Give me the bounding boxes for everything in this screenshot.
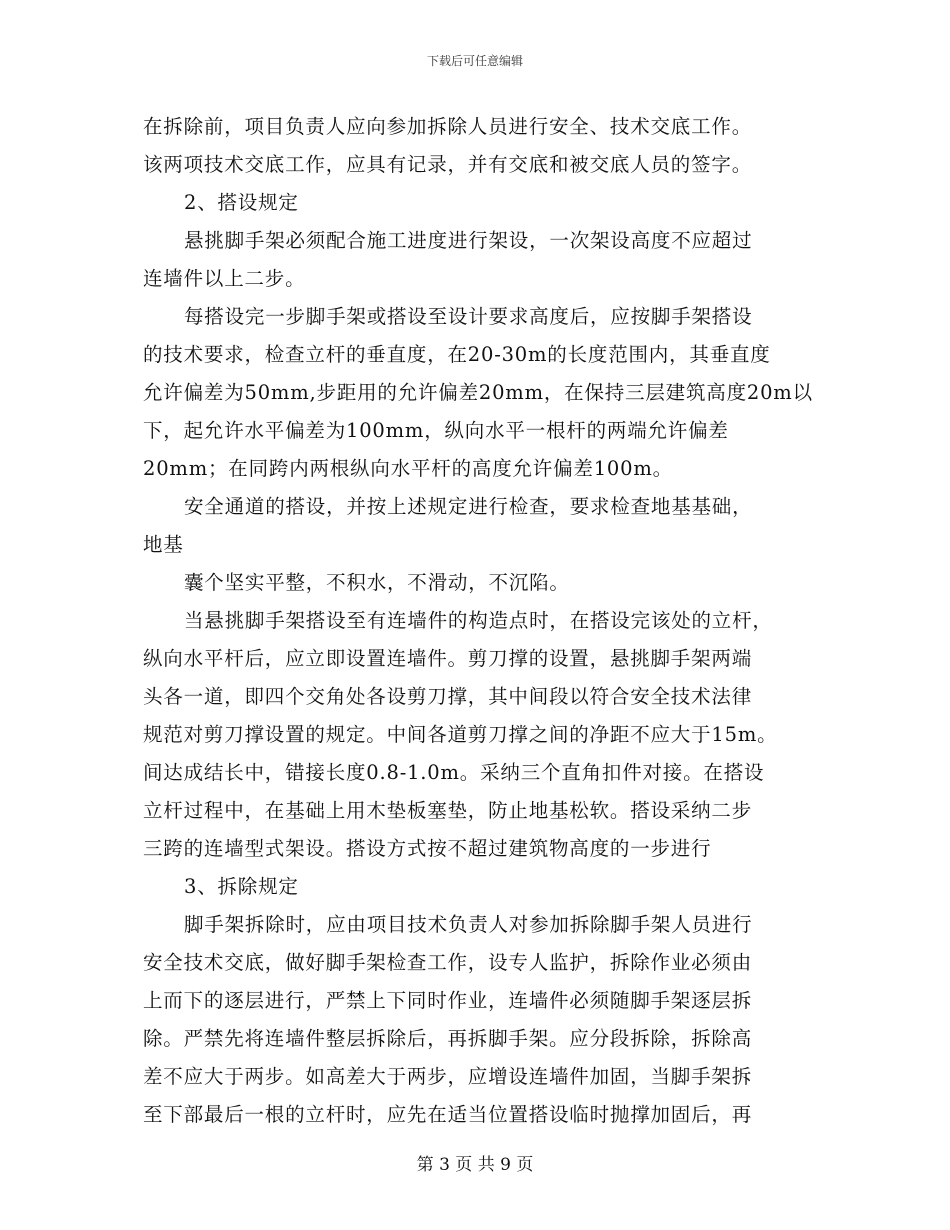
- text-line: 在拆除前，项目负责人应向参加拆除人员进行安全、技术交底工作。: [143, 115, 753, 138]
- text-line: 除。严禁先将连墙件整层拆除后，再拆脚手架。应分段拆除，拆除高: [143, 1027, 753, 1050]
- text-line: 每搭设完一步脚手架或搭设至设计要求高度后，应按脚手架搭设: [184, 305, 753, 328]
- text-line: 允许偏差为50mm,步距用的允许偏差20mm，在保持三层建筑高度20m以: [143, 381, 813, 404]
- document-body: [143, 108, 823, 1134]
- page-number-footer: 第 3 页 共 9 页: [416, 1155, 534, 1175]
- text-line: 立杆过程中，在基础上用木垫板塞垫，防止地基松软。搭设采纳二步: [143, 799, 753, 822]
- text-line: 连墙件以上二步。: [143, 267, 306, 290]
- text-line: 地基: [143, 533, 184, 556]
- text-line: 纵向水平杆后，应立即设置连墙件。剪刀撑的设置，悬挑脚手架两端: [143, 647, 753, 670]
- text-line: 规范对剪刀撑设置的规定。中间各道剪刀撑之间的净距不应大于15m。: [143, 723, 778, 746]
- text-line: 间达成结长中，错接长度0.8-1.0m。采纳三个直角扣件对接。在搭设: [143, 761, 765, 784]
- section-heading: 2、搭设规定: [184, 191, 299, 214]
- text-line: 差不应大于两步。如高差大于两步，应增设连墙件加固，当脚手架拆: [143, 1065, 753, 1088]
- text-line: 脚手架拆除时，应由项目技术负责人对参加拆除脚手架人员进行: [184, 913, 753, 936]
- text-line: 安全技术交底，做好脚手架检查工作，设专人监护，拆除作业必须由: [143, 951, 753, 974]
- text-line: 的技术要求，检查立杆的垂直度，在20-30m的长度范围内，其垂直度: [143, 343, 771, 366]
- text-line: 当悬挑脚手架搭设至有连墙件的构造点时，在搭设完该处的立杆，: [184, 609, 773, 632]
- text-line: 头各一道，即四个交角处各设剪刀撑，其中间段以符合安全技术法律: [143, 685, 753, 708]
- section-heading: 3、拆除规定: [184, 875, 299, 898]
- text-line: 20mm；在同跨内两根纵向水平杆的高度允许偏差100m。: [143, 457, 673, 480]
- page-header: 下载后可任意编辑: [426, 54, 523, 68]
- text-line: 悬挑脚手架必须配合施工进度进行架设，一次架设高度不应超过: [184, 229, 753, 252]
- text-line: 安全通道的搭设，并按上述规定进行检查，要求检查地基基础，: [184, 495, 753, 518]
- text-line: 该两项技术交底工作，应具有记录，并有交底和被交底人员的签字。: [143, 153, 753, 176]
- text-line: 上而下的逐层进行，严禁上下同时作业，连墙件必须随脚手架逐层拆: [143, 989, 753, 1012]
- text-line: 三跨的连墙型式架设。搭设方式按不超过建筑物高度的一步进行: [143, 837, 712, 860]
- text-line: 下，起允许水平偏差为100mm，纵向水平一根杆的两端允许偏差: [143, 419, 729, 442]
- text-line: 至下部最后一根的立杆时，应先在适当位置搭设临时抛撑加固后，再: [143, 1103, 753, 1126]
- text-line: 囊个坚实平整，不积水，不滑动，不沉陷。: [184, 571, 570, 594]
